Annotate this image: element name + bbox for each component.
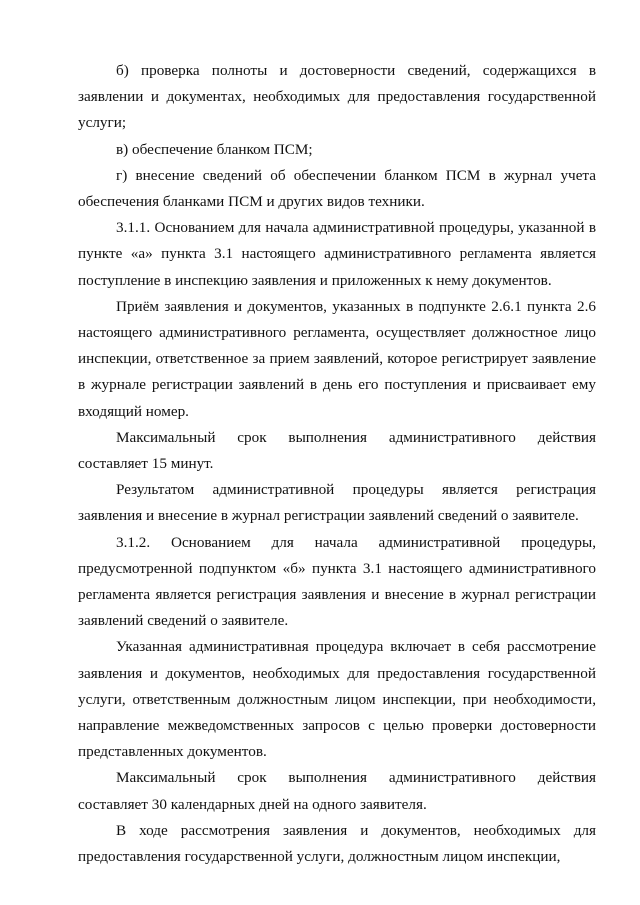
paragraph-1: б) проверка полноты и достоверности сведений, содержащихся в заявлении и документах, необходимых для предоставления государственной услуги;: [78, 62, 596, 132]
paragraph-5: Приём заявления и документов, указанных в подпункте 2.6.1 пункта 2.6 настоящего административного регламента, осуществляет должностное лицо инспекции, ответственное за прием заявлений, которое регистрирует заявление в журнале регистрации заявлений в день его поступления и присваивает ему входящий номер.: [78, 297, 596, 420]
paragraph-3: г) внесение сведений об обеспечении бланком ПСМ в журнал учета обеспечения бланками ПСМ и других видов техники.: [78, 166, 596, 211]
paragraph-4: 3.1.1. Основанием для начала административной процедуры, указанной в пункте «а» пункта 3.1 настоящего административного регламента является поступление в инспекцию заявления и приложенных к нему документов.: [78, 219, 596, 289]
paragraph-6: Максимальный срок выполнения административного действия составляет 15 минут.: [78, 428, 596, 473]
paragraph-9: Указанная административная процедура включает в себя рассмотрение заявления и документов, необходимых для предоставления государственной услуги, ответственным должностным лицом инспекции, при необходимости, направление межведомственных запросов с целью проверки достоверности представленных документов.: [78, 638, 596, 761]
document-body: [78, 58, 596, 870]
paragraph-8: 3.1.2. Основанием для начала административной процедуры, предусмотренной подпунктом «б» пункта 3.1 настоящего административного регламента является регистрация заявления и внесение в журнал регистрации заявлений сведений о заявителе.: [78, 533, 596, 630]
paragraph-11: В ходе рассмотрения заявления и документов, необходимых для предоставления государственной услуги, должностным лицом инспекции,: [78, 821, 596, 866]
paragraph-7: Результатом административной процедуры является регистрация заявления и внесение в журнал регистрации заявлений сведений о заявителе.: [78, 481, 596, 525]
paragraph-2: в) обеспечение бланком ПСМ;: [116, 140, 313, 158]
paragraph-10: Максимальный срок выполнения административного действия составляет 30 календарных дней на одного заявителя.: [78, 769, 596, 813]
